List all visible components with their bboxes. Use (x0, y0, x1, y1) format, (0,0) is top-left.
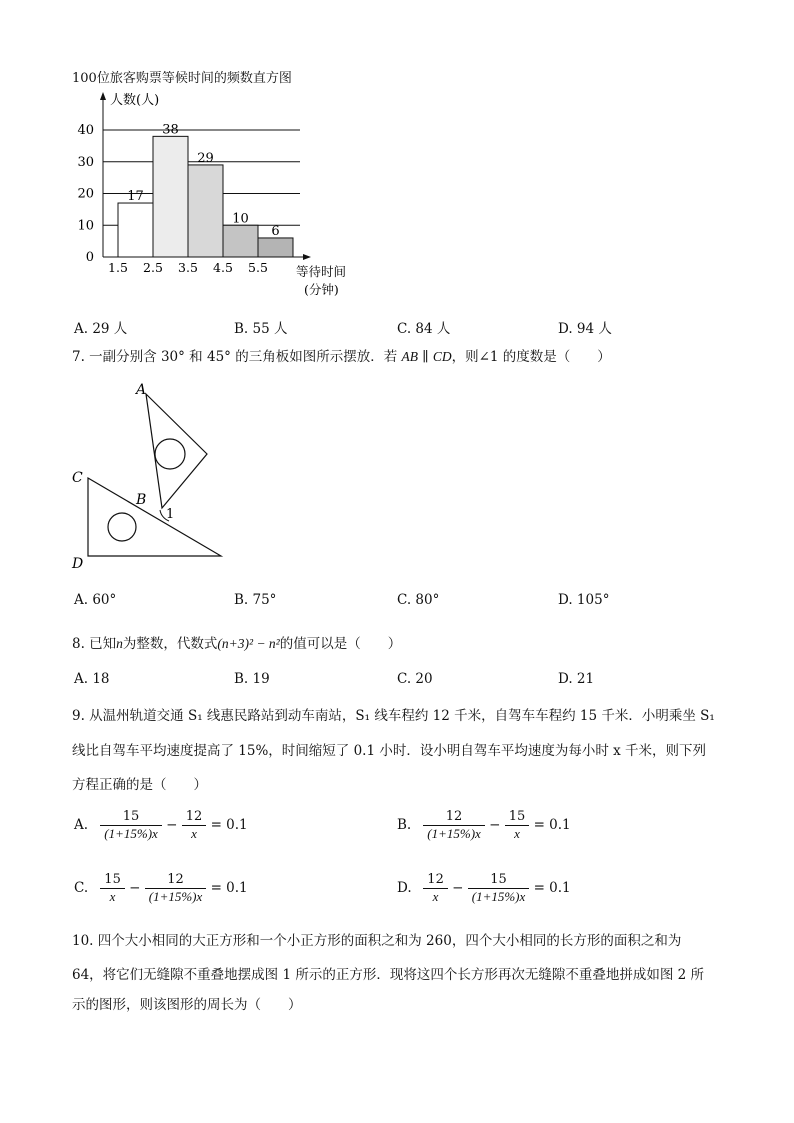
y-tick-label: 40 (77, 123, 94, 138)
q9-a-fraction-2 (182, 809, 207, 842)
q9-c-den-1: x (109, 889, 116, 904)
q9-b-num-1: 12 (423, 809, 485, 826)
q9-a-minus: − (166, 817, 178, 833)
label-d: D (72, 556, 84, 572)
q8-n: n (116, 636, 123, 651)
q7-cd: CD (432, 349, 452, 364)
x-tick-label: 1.5 (108, 260, 128, 275)
q6-option-b: B. 55 人 (234, 321, 288, 337)
q7-stem (72, 347, 611, 367)
q9-c-num-2: 12 (145, 872, 207, 889)
x-tick-label: 4.5 (213, 260, 233, 275)
q7-parallel: ∥ (422, 349, 429, 365)
q9-a-num-1: 15 (100, 809, 162, 826)
q9-option-d (397, 872, 571, 905)
lower-triangle (88, 478, 221, 556)
histogram-title: 100位旅客购票等候时间的频数直方图 (72, 71, 292, 86)
q9-c-den-2: (1+15%)x (148, 889, 203, 904)
q8-option-b: B. 19 (234, 671, 270, 687)
x-axis-unit: (分钟) (304, 282, 339, 297)
q9-d-den-2: (1+15%)x (471, 889, 526, 904)
q9-d-fraction-2 (468, 872, 530, 905)
q9-c-fraction-2 (145, 872, 207, 905)
y-tick-label: 20 (77, 186, 94, 202)
q9-option-a (74, 809, 248, 842)
q8-expression: (n+3)² − n² (217, 636, 280, 651)
q8-option-a: A. 18 (74, 671, 110, 687)
q9-d-minus: − (452, 880, 464, 896)
q9-line-3: 方程正确的是（ ） (72, 777, 207, 793)
q9-a-rhs: = 0.1 (210, 817, 248, 833)
histogram-chart (60, 88, 380, 310)
bar-value-label: 17 (127, 189, 144, 205)
q8-option-c: C. 20 (397, 671, 433, 687)
q9-d-rhs: = 0.1 (533, 880, 571, 896)
q9-a-den-1: (1+15%)x (104, 826, 158, 841)
label-b: B (136, 492, 147, 508)
histogram-bar (188, 165, 223, 257)
q9-d-den-1: x (432, 889, 439, 904)
q9-c-num-1: 15 (100, 872, 125, 889)
histogram-bar (258, 238, 293, 257)
q9-c-minus: − (129, 880, 141, 896)
q9-b-num-2: 15 (505, 809, 530, 826)
y-tick-label: 30 (77, 154, 94, 170)
q7-triangle-figure (66, 378, 236, 578)
histogram-bar (153, 136, 188, 257)
q9-b-minus: − (489, 817, 501, 833)
q7-stem-part2: ，则∠1 的度数是（ ） (451, 349, 611, 365)
q7-option-d: D. 105° (558, 592, 610, 608)
q9-b-den-2: x (514, 826, 520, 841)
q9-d-fraction-1 (423, 872, 448, 905)
q8-option-d: D. 21 (558, 671, 595, 687)
bar-value-label: 38 (162, 122, 179, 138)
y-tick-label: 0 (85, 250, 94, 265)
q10-line-1: 10. 四个大小相同的大正方形和一个小正方形的面积之和为 260，四个大小相同的长方形的面积之和为 (72, 933, 682, 949)
q8-stem (72, 634, 401, 654)
q9-c-fraction-1 (100, 872, 125, 905)
label-a: A (136, 382, 147, 398)
q7-option-a: A. 60° (74, 592, 117, 608)
q9-option-b (397, 809, 571, 842)
histogram-bar (223, 225, 258, 257)
q7-option-c: C. 80° (397, 592, 440, 608)
q9-line-2: 线比自驾车平均速度提高了 15%，时间缩短了 0.1 小时．设小明自驾车平均速度为每小时 x 千米，则下列 (72, 743, 707, 759)
x-tick-label: 5.5 (248, 260, 268, 275)
q9-b-den-1: (1+15%)x (427, 826, 481, 841)
q9-a-fraction-1 (100, 809, 162, 842)
q9-option-c-label: C. (74, 880, 89, 896)
q9-b-rhs: = 0.1 (533, 817, 571, 833)
q6-option-c: C. 84 人 (397, 321, 451, 337)
q9-a-den-2: x (191, 826, 197, 841)
histogram-bar (118, 203, 153, 257)
y-tick-label: 10 (77, 218, 94, 234)
q6-option-a: A. 29 人 (74, 321, 128, 337)
q9-option-a-label: A. (74, 817, 89, 833)
q7-option-b: B. 75° (234, 592, 277, 608)
q9-d-num-1: 12 (423, 872, 448, 889)
q9-b-fraction-2 (505, 809, 530, 842)
q7-ab: AB (401, 349, 418, 364)
bar-value-label: 29 (197, 150, 214, 166)
q7-stem-part1: 7. 一副分别含 30° 和 45° 的三角板如图所示摆放．若 (72, 349, 398, 365)
q9-option-c (74, 872, 248, 905)
y-axis-arrow (100, 92, 106, 100)
q8-stem-part2: 为整数，代数式 (122, 636, 218, 652)
x-tick-label: 3.5 (178, 260, 198, 275)
q9-option-d-label: D. (397, 880, 412, 896)
y-axis-label: 人数(人) (110, 93, 160, 108)
x-tick-label: 2.5 (143, 260, 163, 275)
label-c: C (72, 470, 83, 486)
q8-stem-part3: 的值可以是（ ） (279, 636, 402, 652)
q9-d-num-2: 15 (468, 872, 530, 889)
q9-c-rhs: = 0.1 (210, 880, 248, 896)
q9-a-num-2: 12 (182, 809, 207, 826)
q10-line-2: 64，将它们无缝隙不重叠地摆成图 1 所示的正方形．现将这四个长方形再次无缝隙不重叠地拼成如图 2 所 (72, 967, 705, 983)
q9-b-fraction-1 (423, 809, 485, 842)
q6-option-d: D. 94 人 (558, 321, 612, 337)
bar-value-label: 10 (232, 211, 249, 227)
q9-line-1: 9. 从温州轨道交通 S₁ 线惠民路站到动车南站，S₁ 线车程约 12 千米，自驾车车程约 15 千米．小明乘坐 S₁ (72, 708, 715, 724)
bar-value-label: 6 (271, 223, 280, 239)
q8-stem-part1: 8. 已知 (72, 636, 117, 652)
x-axis-label: 等待时间 (296, 264, 347, 279)
x-axis-arrow (303, 254, 311, 260)
q10-line-3: 示的图形，则该图形的周长为（ ） (72, 997, 302, 1013)
label-angle-1: 1 (166, 507, 175, 522)
q9-option-b-label: B. (397, 817, 412, 833)
